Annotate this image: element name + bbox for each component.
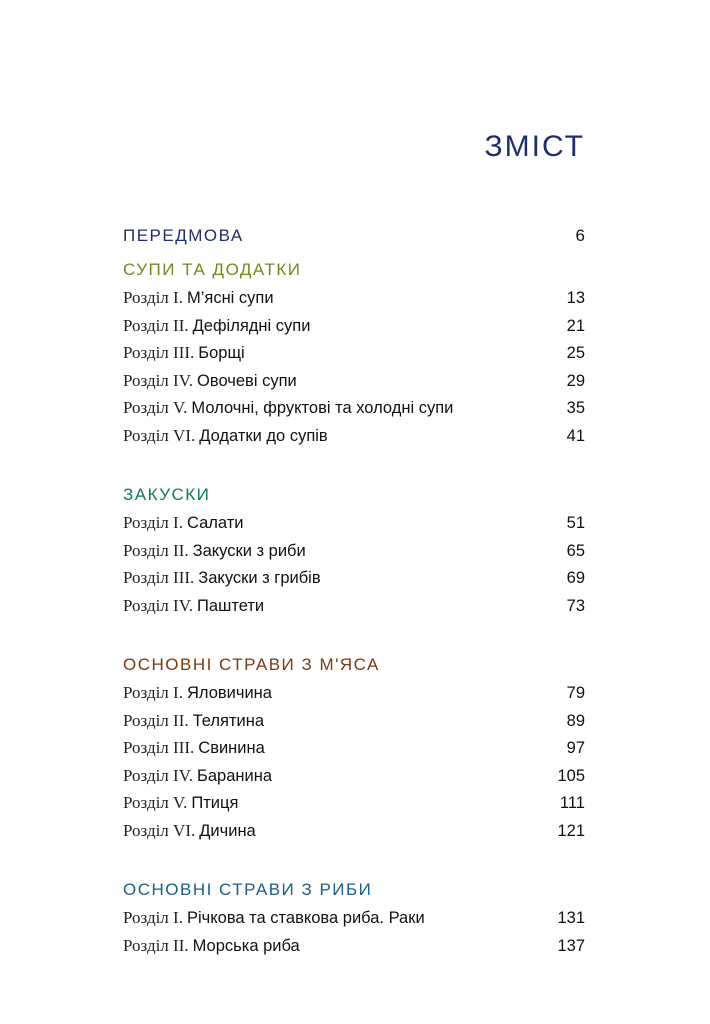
chapter-prefix: Розділ V. xyxy=(123,793,188,812)
chapter-page-number: 79 xyxy=(566,684,585,702)
toc-entry[interactable] xyxy=(123,284,585,312)
chapter-prefix: Розділ II. xyxy=(123,710,189,730)
toc-entry-label xyxy=(123,789,238,818)
toc-entry[interactable] xyxy=(123,509,585,537)
chapter-title: Яловичина xyxy=(186,684,272,702)
toc-entry[interactable] xyxy=(123,564,585,592)
chapter-prefix: Розділ IV. xyxy=(123,595,194,615)
toc-entry-label xyxy=(123,904,425,933)
toc-section xyxy=(123,876,585,959)
section-heading-row[interactable] xyxy=(123,651,585,679)
chapter-prefix: Розділ II. xyxy=(123,315,189,335)
chapter-page-number: 89 xyxy=(566,711,585,730)
toc-entry-label xyxy=(123,339,245,368)
chapter-prefix: Розділ II. xyxy=(123,540,189,560)
section-heading-row[interactable] xyxy=(123,256,585,284)
toc-entry-label xyxy=(123,564,321,593)
section-heading-row[interactable] xyxy=(123,481,585,509)
chapter-prefix: Розділ I. xyxy=(123,513,183,532)
toc-entry-label xyxy=(123,312,310,341)
chapter-page-number: 51 xyxy=(566,514,585,532)
chapter-title: Баранина xyxy=(197,766,273,785)
toc-entry[interactable] xyxy=(123,422,585,450)
section-heading: ОСНОВНІ СТРАВИ З РИБИ xyxy=(123,880,373,899)
toc-section xyxy=(123,222,585,250)
toc-entry-label xyxy=(123,537,306,566)
chapter-page-number: 69 xyxy=(566,569,585,587)
toc-entry[interactable] xyxy=(123,817,585,845)
toc-entry[interactable] xyxy=(123,762,585,790)
chapter-prefix: Розділ III. xyxy=(123,568,195,587)
toc-section xyxy=(123,256,585,449)
chapter-page-number: 29 xyxy=(566,371,585,390)
chapter-page-number: 21 xyxy=(566,316,585,335)
chapter-page-number: 137 xyxy=(557,936,585,955)
chapter-title: Овочеві супи xyxy=(197,371,297,390)
chapter-title: Салати xyxy=(186,514,244,532)
toc-entry-label xyxy=(123,284,274,313)
chapter-page-number: 121 xyxy=(557,821,585,840)
toc-entry-label xyxy=(123,817,256,846)
chapter-page-number: 65 xyxy=(566,541,585,560)
chapter-title: Дичина xyxy=(199,821,256,840)
chapter-prefix: Розділ I. xyxy=(123,683,183,702)
toc-entry[interactable] xyxy=(123,592,585,620)
toc-entry[interactable] xyxy=(123,707,585,735)
chapter-title: Дефілядні супи xyxy=(192,316,311,335)
toc-entry-label xyxy=(123,679,272,708)
toc-entry[interactable] xyxy=(123,367,585,395)
chapter-title: Паштети xyxy=(197,596,265,615)
toc-entry[interactable] xyxy=(123,789,585,817)
chapter-prefix: Розділ I. xyxy=(123,288,183,307)
chapter-prefix: Розділ III. xyxy=(123,343,195,362)
chapter-title: Закуски з риби xyxy=(192,541,306,560)
section-heading-row[interactable] xyxy=(123,222,585,250)
page-title: ЗМІСТ xyxy=(484,130,585,163)
toc-entry[interactable] xyxy=(123,394,585,422)
toc-entry-label xyxy=(123,509,243,538)
chapter-prefix: Розділ I. xyxy=(123,908,183,927)
chapter-title: Додатки до супів xyxy=(199,426,328,445)
section-heading: ОСНОВНІ СТРАВИ З М'ЯСА xyxy=(123,655,380,674)
chapter-page-number: 97 xyxy=(566,739,585,757)
toc-entry[interactable] xyxy=(123,904,585,932)
chapter-page-number: 25 xyxy=(566,344,585,362)
toc-section xyxy=(123,651,585,844)
chapter-prefix: Розділ IV. xyxy=(123,370,194,390)
toc-entry[interactable] xyxy=(123,537,585,565)
table-of-contents xyxy=(123,222,585,991)
toc-section xyxy=(123,481,585,619)
chapter-title: Морська риба xyxy=(192,936,300,955)
chapter-prefix: Розділ VI. xyxy=(123,425,196,445)
chapter-title: М’ясні супи xyxy=(186,289,274,307)
chapter-prefix: Розділ IV. xyxy=(123,765,194,785)
section-heading-row[interactable] xyxy=(123,876,585,904)
toc-entry[interactable] xyxy=(123,312,585,340)
toc-entry[interactable] xyxy=(123,734,585,762)
section-heading: ЗАКУСКИ xyxy=(123,485,211,504)
toc-entry-label xyxy=(123,734,265,763)
chapter-page-number: 41 xyxy=(566,426,585,445)
toc-entry-label xyxy=(123,932,300,961)
toc-entry-label xyxy=(123,592,264,621)
section-heading: ПЕРЕДМОВА xyxy=(123,226,244,245)
chapter-page-number: 131 xyxy=(557,909,585,927)
chapter-page-number: 13 xyxy=(566,289,585,307)
chapter-title: Закуски з грибів xyxy=(198,569,321,587)
toc-entry-label xyxy=(123,394,453,423)
toc-entry-label xyxy=(123,422,328,451)
chapter-title: Молочні, фруктові та холодні супи xyxy=(191,399,454,417)
section-heading: СУПИ ТА ДОДАТКИ xyxy=(123,260,302,279)
chapter-title: Телятина xyxy=(192,711,265,730)
chapter-page-number: 35 xyxy=(566,399,585,417)
toc-entry[interactable] xyxy=(123,679,585,707)
chapter-page-number: 111 xyxy=(559,794,585,812)
section-page-number: 6 xyxy=(575,226,585,245)
toc-entry[interactable] xyxy=(123,932,585,960)
chapter-prefix: Розділ II. xyxy=(123,935,189,955)
chapter-title: Свинина xyxy=(198,739,265,757)
chapter-title: Борщі xyxy=(198,344,245,362)
toc-entry-label xyxy=(123,367,297,396)
toc-entry[interactable] xyxy=(123,339,585,367)
chapter-title: Річкова та ставкова риба. Раки xyxy=(186,909,425,927)
chapter-prefix: Розділ VI. xyxy=(123,820,196,840)
chapter-page-number: 73 xyxy=(566,596,585,615)
toc-entry-label xyxy=(123,762,272,791)
chapter-prefix: Розділ V. xyxy=(123,398,188,417)
chapter-title: Птиця xyxy=(191,794,239,812)
chapter-page-number: 105 xyxy=(557,766,585,785)
toc-entry-label xyxy=(123,707,264,736)
chapter-prefix: Розділ III. xyxy=(123,738,195,757)
